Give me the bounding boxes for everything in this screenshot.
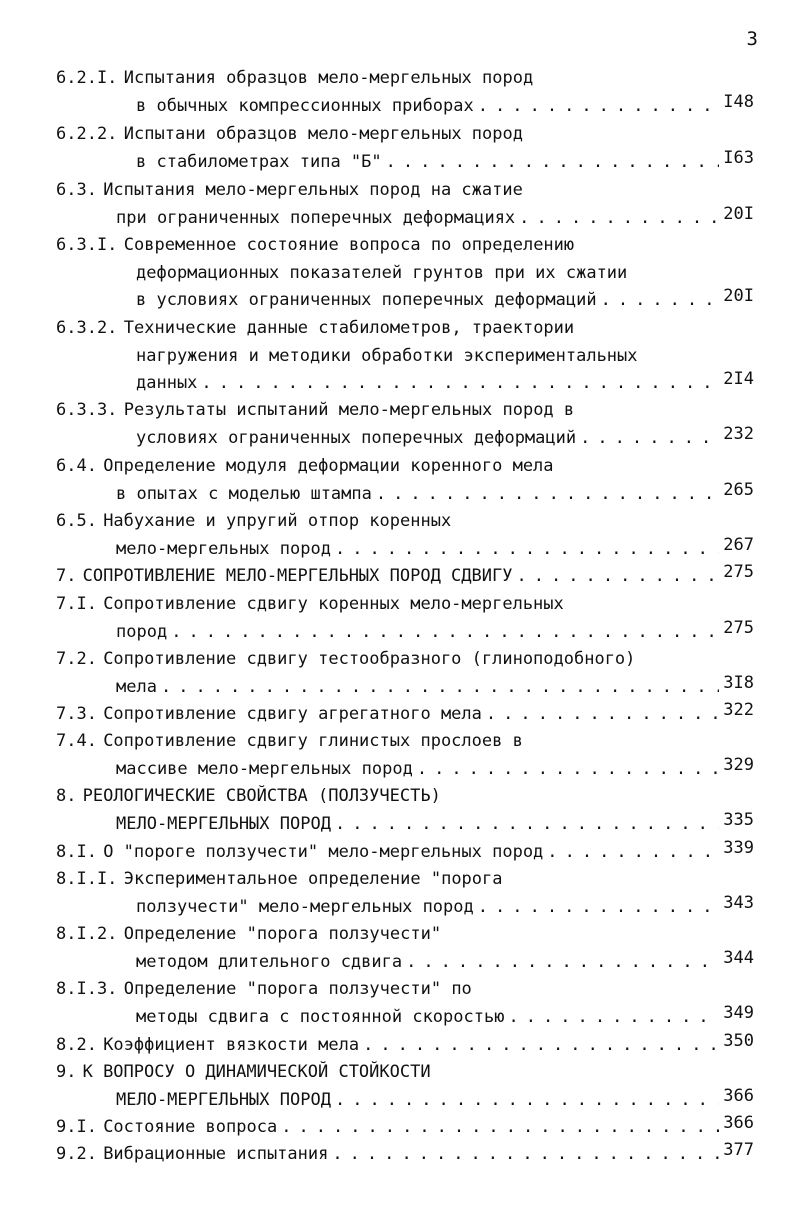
toc-entry-title-line: Испытания мело-мергельных пород на сжатие [103,180,523,200]
toc-entry-last-line [136,947,754,972]
toc-entry-number: 8. [56,786,77,806]
toc-entry-title-line: методом длительного сдвига [136,951,403,972]
toc-entry-page: 267 [723,534,754,555]
toc-entry-title-line: Испытани образцов мело-мергельных пород [123,124,523,144]
toc-entry-title-line: Определение "порога ползучести" [123,924,442,944]
dot-leader [332,1144,719,1164]
toc-entry-page: 265 [723,479,754,500]
toc-entry-number: 7.4. [56,731,97,751]
toc-entry-last-line [103,1140,754,1164]
toc-entry-title-line: Современное состояние вопроса по определению [123,235,575,255]
toc-entry-last-line [136,1002,754,1027]
toc-entry-title-line: Испытания образцов мело-мергельных пород [123,68,534,88]
toc-entry-title-line: РЕОЛОГИЧЕСКИЕ СВОЙСТВА (ПОЛЗУЧЕСТЬ) [82,786,441,806]
toc-entry-title-line: Сопротивление сдвигу коренных мело-мергельных [103,594,564,614]
toc-entry-title-line: деформационных показателей грунтов при их сжатии [136,262,628,283]
dot-leader [386,152,720,172]
toc-entry-title-line: мело-мергельных пород [116,538,331,559]
toc-entry-last-line [116,479,754,504]
toc-entry-number: 6.3.3. [56,400,118,420]
dot-leader [201,373,719,393]
toc-entry-last-line [116,754,754,779]
toc-entry-title-line: Результаты испытаний мело-мергельных пород в [123,400,575,420]
toc-entry-last-line [116,1085,754,1110]
toc-entry-title-line: Коэффициент вязкости мела [103,1035,360,1055]
dot-leader [335,814,719,834]
toc-entry-title-line: Сопротивление сдвигу агрегатного мела [103,704,482,724]
toc-entry-title-line: Вибрационные испытания [103,1144,329,1164]
toc-entry-number: 9. [56,1062,77,1082]
toc-entry-page: 343 [723,892,754,913]
dot-leader [161,677,719,697]
toc-entry-number: 6.2.I. [56,68,118,88]
toc-entry-number: 6.3. [56,180,97,200]
toc-entry-last-line [136,369,754,393]
toc-entry-title-line: методы сдвига с постоянной скоростью [136,1006,505,1027]
toc-entry-last-line [82,562,754,586]
toc-entry-title-line: в обычных компрессионных приборах [136,95,474,116]
toc-entry-title-line: Состояние вопроса [103,1117,278,1137]
toc-entry-last-line [116,203,754,228]
toc-entry-number: 6.3.I. [56,235,118,255]
toc-entry-last-line [116,617,754,642]
toc-entry-title-line: в стабилометрах типа "Б" [136,151,382,172]
toc-entry-number: 8.I.2. [56,924,118,944]
toc-entry-title-line: Сопротивление сдвигу тестообразного (глиноподобного) [103,649,636,669]
toc-entry-number: 6.3.2. [56,318,118,338]
toc-entry-page: 20I [723,286,754,306]
dot-leader [335,539,719,559]
toc-entry-title-line: данных [136,373,198,393]
dot-leader [363,1035,719,1055]
toc-entry-title-line: массиве мело-мергельных пород [116,758,413,779]
toc-entry-last-line [136,147,754,172]
toc-entry-page: 349 [723,1002,754,1023]
toc-entry-page: I48 [723,91,754,112]
toc-entry-title-line: условиях ограниченных поперечных деформаций [136,427,577,448]
toc-entry-title-line: Экспериментальное определение "порога [123,869,503,889]
toc-entry-page: 339 [723,838,754,858]
dot-leader [417,759,719,779]
dot-leader [171,622,719,642]
toc-entry-last-line [103,1113,754,1137]
toc-entry-title-line: нагружения и методики обработки экспериментальных [136,345,638,366]
toc-entry-title-line: СОПРОТИВЛЕНИЕ МЕЛО-МЕРГЕЛЬНЫХ ПОРОД СДВИГУ [82,566,513,586]
toc-entry-page: 335 [723,809,754,830]
toc-entry-number: 9.I. [56,1117,97,1137]
toc-entry-last-line [136,892,754,917]
dot-leader [516,566,719,586]
toc-entry-last-line [136,286,754,310]
toc-entry-number: 7.3. [56,704,97,724]
toc-entry-page: 350 [723,1031,754,1051]
toc-entry-page: 20I [723,203,754,224]
dot-leader [580,428,719,448]
toc-entry-title-line: Определение модуля деформации коренного мела [103,456,554,476]
toc-entry-page: 3I8 [723,672,754,693]
toc-entry-page: 232 [723,423,754,444]
dot-leader [478,96,720,116]
toc-entry-title-line: при ограниченных поперечных деформациях [116,207,516,228]
toc-entry-number: 6.5. [56,511,97,531]
dot-leader [547,842,719,862]
toc-entry-last-line [136,423,754,448]
toc-entry-page: 366 [723,1113,754,1133]
toc-entry-number: 9.2. [56,1144,97,1164]
toc-entry-number: 7.2. [56,649,97,669]
toc-entry-number: 6.2.2. [56,124,118,144]
toc-entry-page: I63 [723,147,754,168]
dot-leader [406,952,719,972]
toc-entry-title-line: МЕЛО-МЕРГЕЛЬНЫХ ПОРОД [116,1089,331,1110]
toc-entry-page: 322 [723,700,754,720]
dot-leader [508,1007,719,1027]
toc-entry-title-line: мела [116,676,157,697]
toc-entry-number: 8.I. [56,842,97,862]
toc-entry-page: 329 [723,754,754,775]
dot-leader [519,208,719,228]
toc-entry-last-line [116,534,754,559]
dot-leader [335,1090,719,1110]
toc-entry-last-line [103,838,754,862]
toc-entry-title-line: МЕЛО-МЕРГЕЛЬНЫХ ПОРОД [116,813,331,834]
toc-entry-number: 8.I.I. [56,869,118,889]
toc-entry-last-line [116,809,754,834]
toc-entry-title-line: Определение "порога ползучести" по [123,979,472,999]
toc-entry-title-line: ползучести" мело-мергельных пород [136,896,474,917]
toc-entry-title-line: Технические данные стабилометров, траектории [123,318,575,338]
toc-entry-page: 2I4 [723,369,754,389]
toc-entry-title-line: О "пороге ползучести" мело-мергельных пород [103,842,544,862]
toc-entry-title-line: К ВОПРОСУ О ДИНАМИЧЕСКОЙ СТОЙКОСТИ [82,1062,431,1082]
dot-leader [376,484,719,504]
toc-entry-number: 8.2. [56,1035,97,1055]
toc-entry-last-line [116,672,754,697]
dot-leader [281,1117,719,1137]
dot-leader [478,897,720,917]
toc-entry-page: 366 [723,1085,754,1106]
toc-entry-page: 275 [723,617,754,638]
dot-leader [601,290,720,310]
toc-entry-title-line: в опытах с моделью штампа [116,483,372,504]
toc-entry-last-line [103,700,754,724]
toc-entry-last-line [103,1031,754,1055]
page-number: 3 [746,28,758,50]
toc-entry-number: 7. [56,566,77,586]
toc-entry-number: 7.I. [56,594,97,614]
toc-entry-title-line: в условиях ограниченных поперечных деформаций [136,290,597,310]
toc-entry-page: 275 [723,562,754,582]
toc-entry-page: 344 [723,947,754,968]
toc-entry-title-line: Набухание и упругий отпор коренных [103,511,452,531]
dot-leader [486,704,719,724]
toc-entry-page: 377 [723,1140,754,1160]
toc-entry-title-line: Сопротивление сдвигу глинистых прослоев в [103,731,523,751]
toc-entry-last-line [136,91,754,116]
toc-entry-title-line: пород [116,621,168,642]
toc-entry-number: 6.4. [56,456,97,476]
toc-entry-number: 8.I.3. [56,979,118,999]
